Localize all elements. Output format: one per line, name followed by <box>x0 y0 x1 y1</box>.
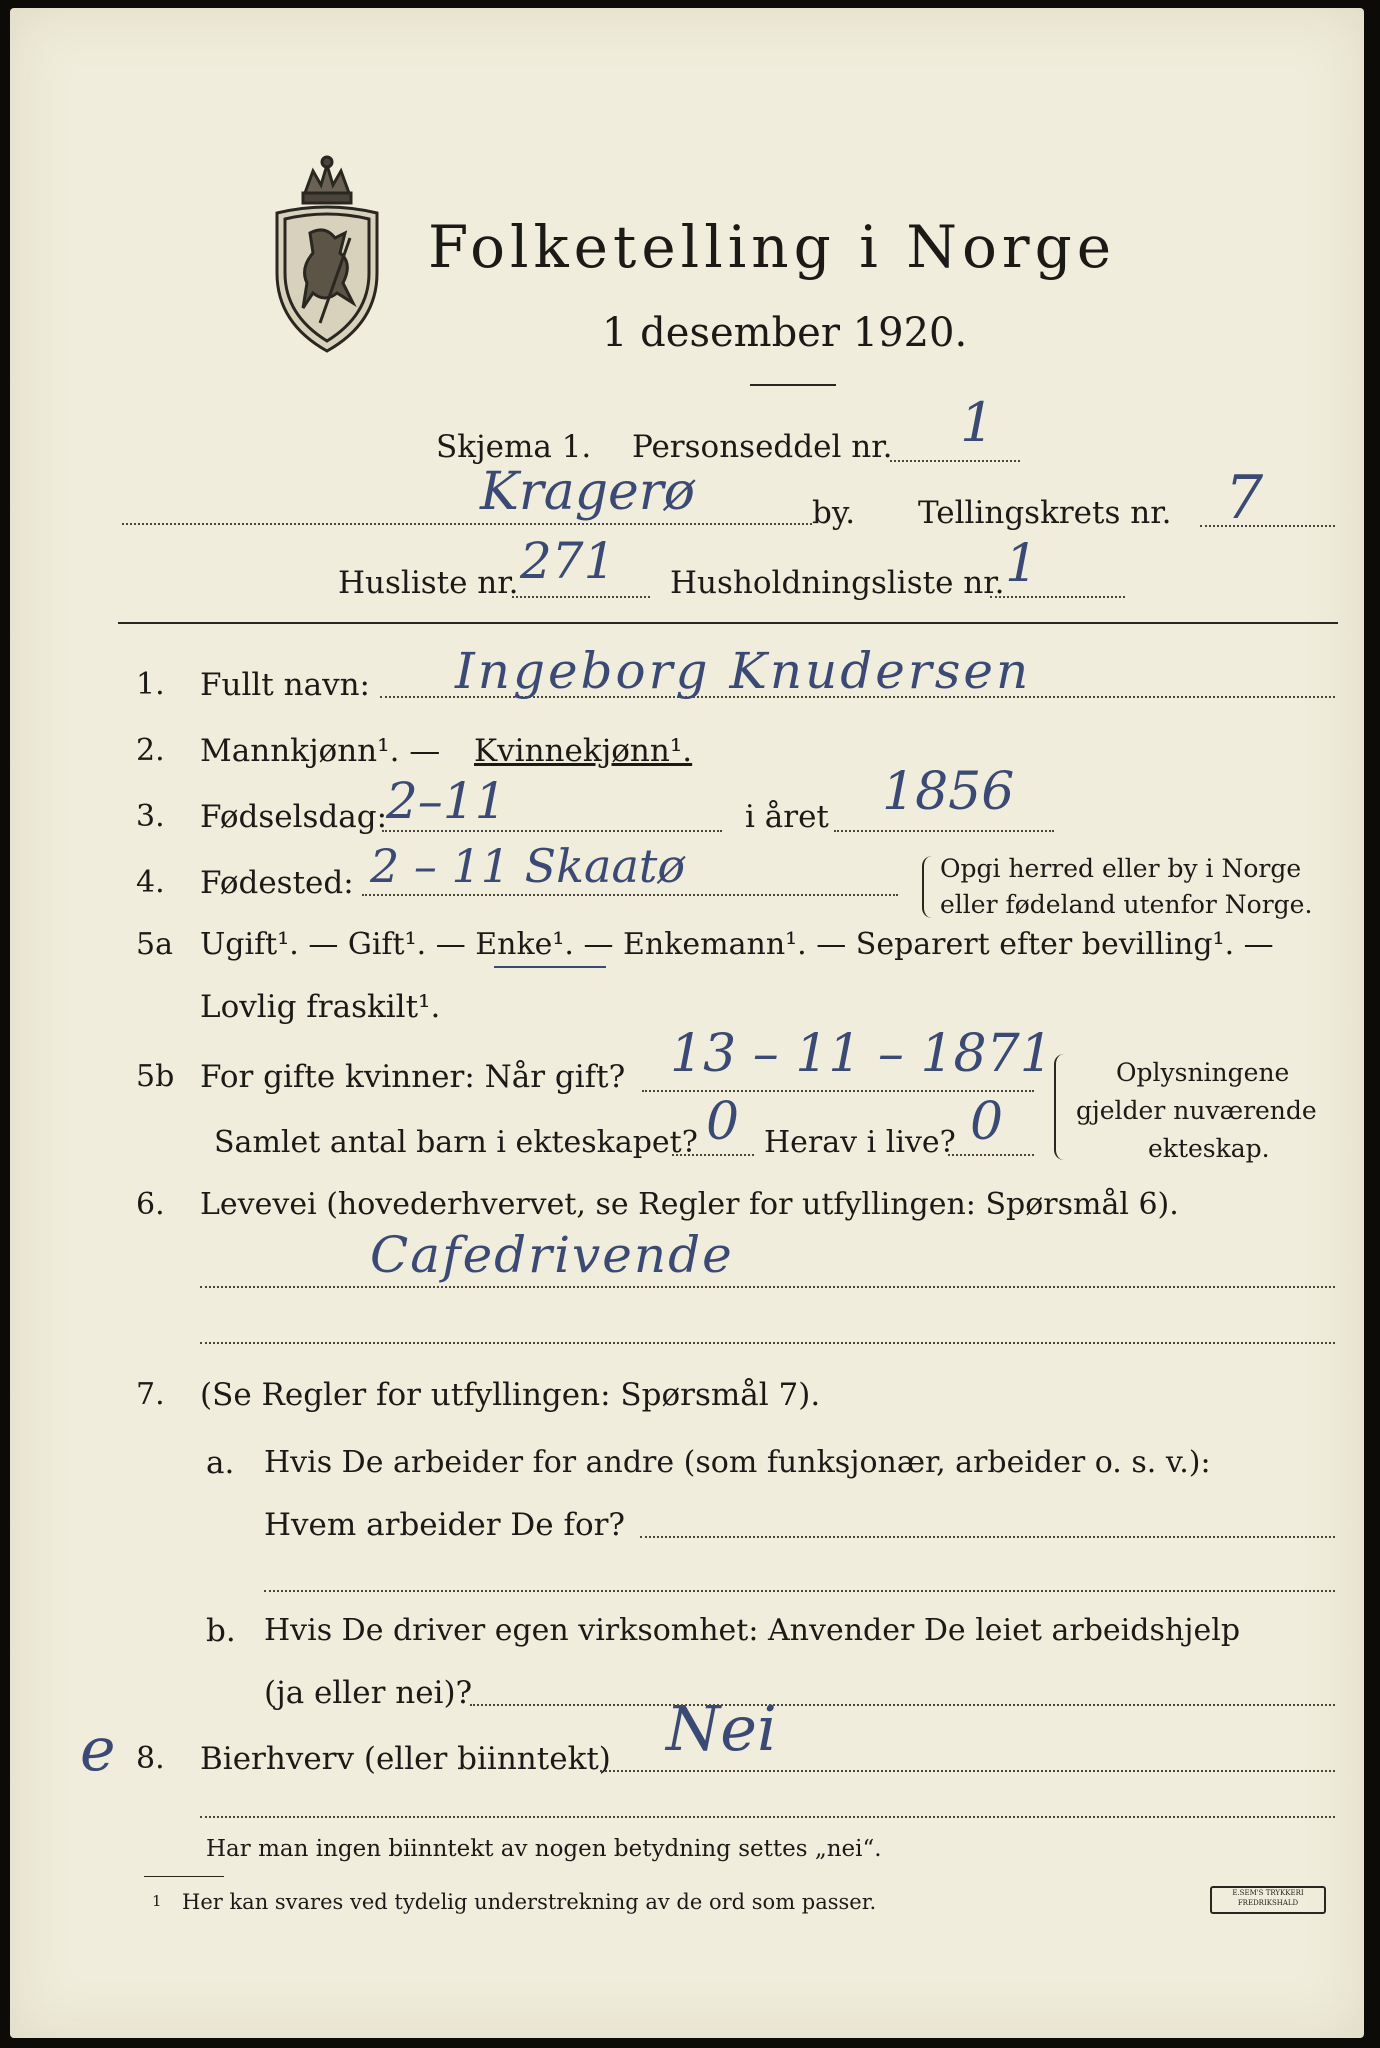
q5a-options-line1: Ugift¹. — Gift¹. — Enke¹. — Enkemann¹. — Separert efter bevilling¹. — <box>200 927 1274 962</box>
q3-year-label: i året <box>745 799 829 835</box>
q5b-note-line1: Oplysningene <box>1116 1058 1290 1087</box>
census-form-page <box>10 8 1364 2038</box>
q1-number: 1. <box>136 667 165 702</box>
q5a-options-line2: Lovlig fraskilt¹. <box>200 989 441 1025</box>
husholdningsliste-value: 1 <box>1005 534 1039 594</box>
q2-male-option: Mannkjønn¹. — <box>200 733 441 769</box>
printer-stamp-text: E.SEM'S TRYKKERI FREDRIKSHALD <box>1232 1889 1304 1907</box>
q7b-line1: Hvis De driver egen virksomhet: Anvender De leiet arbeidshjelp <box>264 1613 1241 1648</box>
q7a-letter: a. <box>206 1445 235 1481</box>
title-divider <box>750 384 836 386</box>
q3-year-field-line <box>834 830 1054 832</box>
q8-number: 8. <box>136 1741 165 1776</box>
footnote-mark: 1 <box>152 1892 162 1910</box>
form-title: Folketelling i Norge <box>428 213 1117 281</box>
q5a-enke-underline <box>494 966 606 968</box>
q4-value: 2 – 11 Skaatø <box>370 839 686 893</box>
skjema-label: Skjema 1. <box>436 429 592 465</box>
header-divider <box>118 622 1338 624</box>
personseddel-field-line <box>890 460 1020 462</box>
q6-number: 6. <box>136 1187 165 1222</box>
q4-field-line <box>362 894 898 896</box>
town-value: Kragerø <box>480 462 695 522</box>
q6-field-line-1 <box>200 1286 1335 1288</box>
husholdningsliste-field-line <box>990 596 1125 598</box>
q7a-line2: Hvem arbeider De for? <box>264 1507 626 1543</box>
q4-note-bracket <box>922 856 932 918</box>
q5b-number: 5b <box>136 1059 175 1094</box>
q5b-note-line3: ekteskap. <box>1148 1134 1270 1163</box>
q3-number: 3. <box>136 799 165 834</box>
q8-value: Nei <box>666 1692 777 1765</box>
q7-number: 7. <box>136 1377 165 1412</box>
q8-field-line-1 <box>600 1770 1335 1772</box>
husholdningsliste-label: Husholdningsliste nr. <box>670 565 1005 601</box>
q8-label: Bierhverv (eller biinntekt) <box>200 1741 611 1777</box>
q3-label: Fødselsdag: <box>200 799 388 835</box>
q7b-field-line <box>470 1704 1335 1706</box>
husliste-field-line <box>512 596 650 598</box>
census-date: 1 desember 1920. <box>602 310 968 356</box>
q3-day-value: 2–11 <box>386 772 507 830</box>
q6-label: Levevei (hovederhvervet, se Regler for utfyllingen: Spørsmål 6). <box>200 1187 1179 1222</box>
q6-value: Cafedrivende <box>370 1226 734 1284</box>
q7-label: (Se Regler for utfyllingen: Spørsmål 7). <box>200 1377 821 1413</box>
q5a-number: 5a <box>136 927 173 962</box>
q5b-children-value: 0 <box>706 1092 740 1152</box>
q7b-line2: (ja eller nei)? <box>264 1675 473 1711</box>
tellingskrets-field-line <box>1200 525 1335 527</box>
q4-number: 4. <box>136 865 165 900</box>
personseddel-label: Personseddel nr. <box>632 429 893 465</box>
q8-margin-mark: e <box>80 1715 116 1785</box>
q1-label: Fullt navn: <box>200 667 370 703</box>
q7a-field-line-2 <box>264 1590 1335 1592</box>
q3-year-value: 1856 <box>882 762 1015 822</box>
footer-divider <box>144 1876 224 1877</box>
town-field-line <box>122 523 812 525</box>
q5b-alive-value: 0 <box>970 1092 1004 1152</box>
q5b-married-label: For gifte kvinner: Når gift? <box>200 1059 626 1095</box>
footer-note: Har man ingen biinntekt av nogen betydning settes „nei“. <box>206 1836 882 1862</box>
q5b-children-field-line <box>672 1154 754 1156</box>
q3-day-field-line <box>382 830 722 832</box>
q4-note-line1: Opgi herred eller by i Norge <box>940 854 1302 883</box>
q8-field-line-2 <box>200 1816 1335 1818</box>
personseddel-value: 1 <box>960 391 995 454</box>
q7b-letter: b. <box>206 1613 236 1649</box>
q6-field-line-2 <box>200 1342 1335 1344</box>
q5b-alive-field-line <box>948 1154 1034 1156</box>
q4-note-line2: eller fødeland utenfor Norge. <box>940 890 1313 919</box>
footnote-text: Her kan svares ved tydelig understrekning av de ord som passer. <box>182 1890 877 1914</box>
q5b-married-value: 13 – 11 – 1871 <box>670 1024 1053 1084</box>
q7a-line1: Hvis De arbeider for andre (som funksjonær, arbeider o. s. v.): <box>264 1445 1211 1480</box>
norwegian-coat-of-arms-icon <box>265 153 390 358</box>
q1-value: Ingeborg Knudersen <box>455 642 1032 700</box>
printer-stamp <box>1210 1886 1326 1914</box>
q2-female-option: Kvinnekjønn¹. <box>474 733 693 769</box>
husliste-label: Husliste nr. <box>338 565 519 601</box>
husliste-value: 271 <box>520 532 616 590</box>
q4-label: Fødested: <box>200 865 354 901</box>
q7a-field-line-1 <box>640 1536 1335 1538</box>
q5b-note-line2: gjelder nuværende <box>1076 1096 1317 1125</box>
q5b-alive-label: Herav i live? <box>764 1125 956 1160</box>
tellingskrets-value: 7 <box>1225 463 1264 533</box>
tellingskrets-label: Tellingskrets nr. <box>918 495 1172 531</box>
by-label: by. <box>812 495 856 531</box>
q2-number: 2. <box>136 733 165 768</box>
q5b-note-bracket <box>1054 1054 1068 1160</box>
q5b-children-label: Samlet antal barn i ekteskapet? <box>214 1125 698 1160</box>
